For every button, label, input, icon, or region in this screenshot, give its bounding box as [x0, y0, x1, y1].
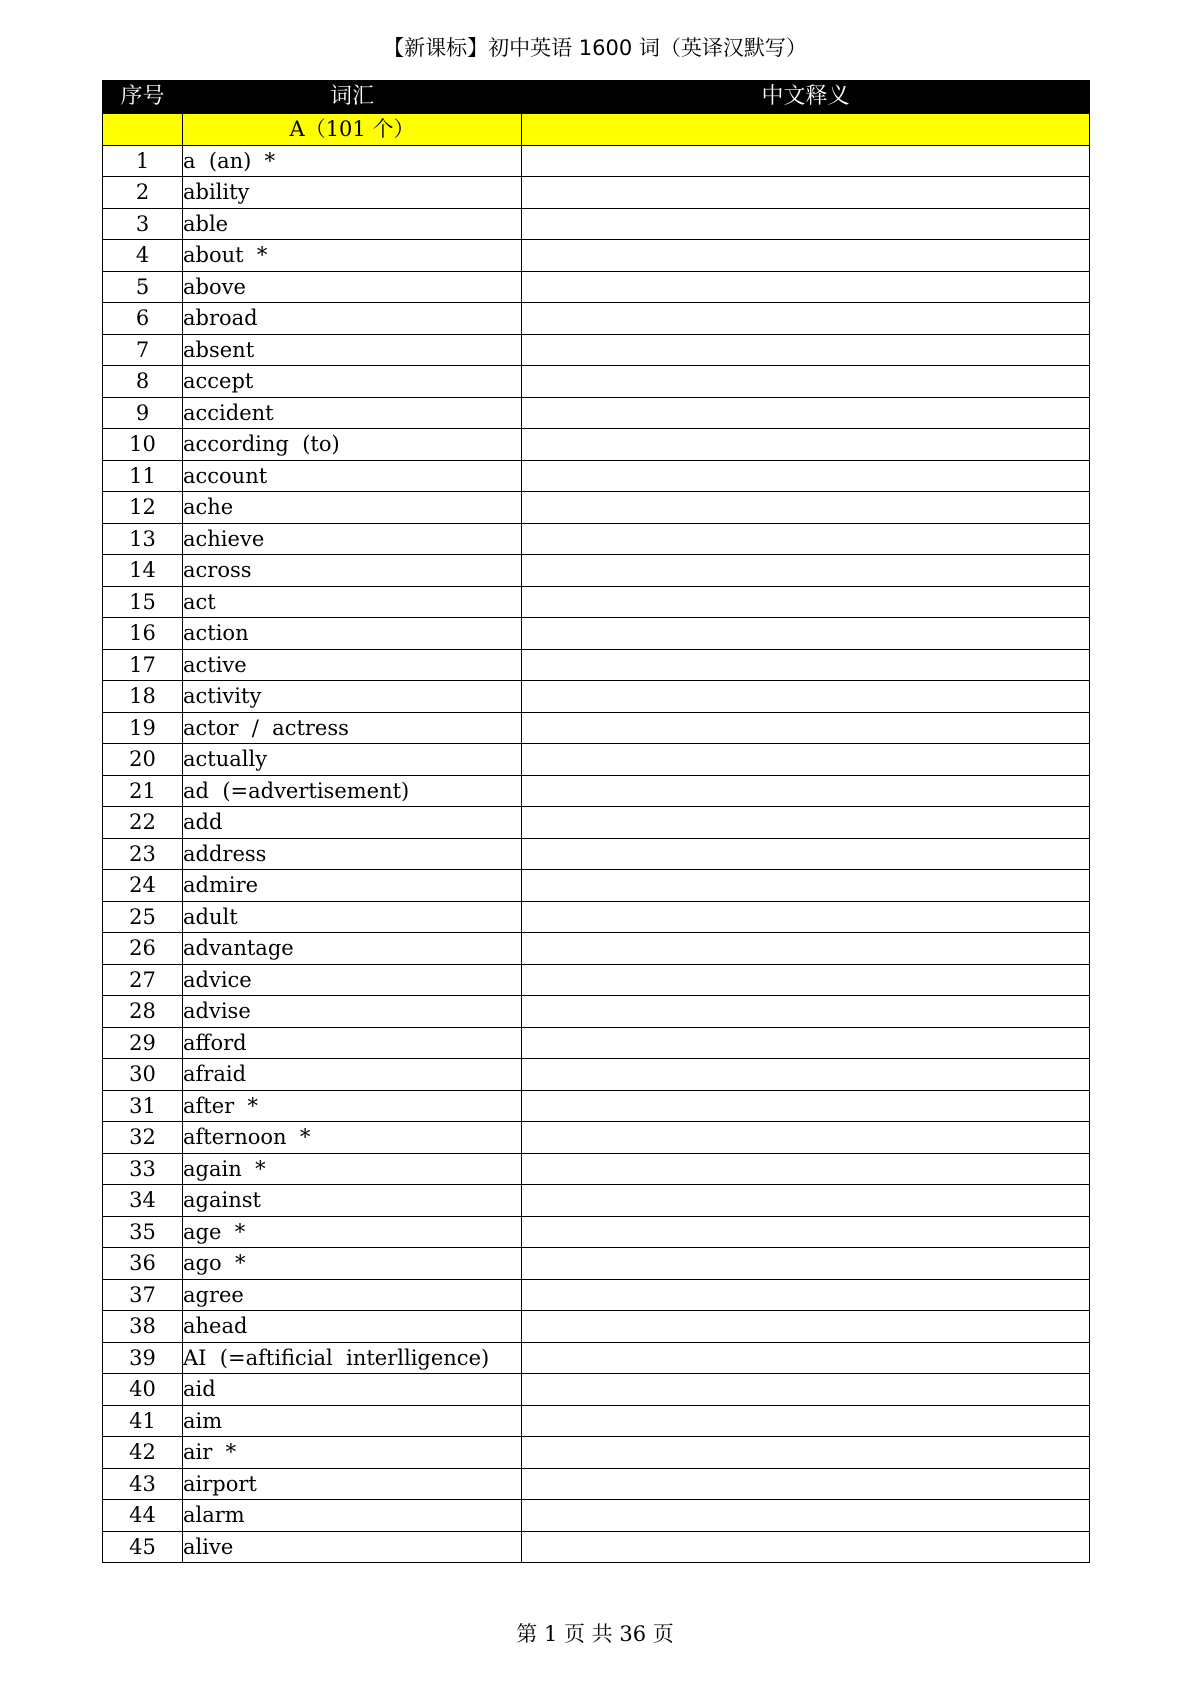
vocabulary-word: above	[183, 271, 522, 303]
meaning-answer-cell	[522, 523, 1090, 555]
table-row	[103, 870, 1090, 902]
vocabulary-table	[102, 80, 1090, 1563]
table-row	[103, 334, 1090, 366]
row-number: 1	[103, 145, 183, 177]
vocabulary-word: activity	[183, 681, 522, 713]
meaning-answer-cell	[522, 555, 1090, 587]
table-row	[103, 1122, 1090, 1154]
meaning-answer-cell	[522, 303, 1090, 335]
row-number: 37	[103, 1279, 183, 1311]
table-row	[103, 807, 1090, 839]
meaning-answer-cell	[522, 1027, 1090, 1059]
row-number: 19	[103, 712, 183, 744]
table-row	[103, 744, 1090, 776]
row-number: 9	[103, 397, 183, 429]
table-row	[103, 240, 1090, 272]
meaning-answer-cell	[522, 712, 1090, 744]
meaning-answer-cell	[522, 1311, 1090, 1343]
table-row	[103, 996, 1090, 1028]
meaning-answer-cell	[522, 838, 1090, 870]
vocabulary-word: advice	[183, 964, 522, 996]
table-row	[103, 523, 1090, 555]
meaning-answer-cell	[522, 681, 1090, 713]
table-row	[103, 271, 1090, 303]
vocabulary-word: agree	[183, 1279, 522, 1311]
row-number: 38	[103, 1311, 183, 1343]
vocabulary-word: act	[183, 586, 522, 618]
vocabulary-word: ability	[183, 177, 522, 209]
row-number: 5	[103, 271, 183, 303]
row-number: 21	[103, 775, 183, 807]
vocabulary-word: after *	[183, 1090, 522, 1122]
meaning-answer-cell	[522, 933, 1090, 965]
vocabulary-word: according (to)	[183, 429, 522, 461]
row-number: 7	[103, 334, 183, 366]
row-number: 44	[103, 1500, 183, 1532]
vocabulary-word: age *	[183, 1216, 522, 1248]
row-number: 35	[103, 1216, 183, 1248]
row-number: 11	[103, 460, 183, 492]
table-row	[103, 964, 1090, 996]
row-number: 2	[103, 177, 183, 209]
meaning-answer-cell	[522, 208, 1090, 240]
row-number: 13	[103, 523, 183, 555]
table-body	[103, 114, 1090, 1563]
column-header-word: 词汇	[183, 81, 522, 114]
vocabulary-word: aim	[183, 1405, 522, 1437]
table-row	[103, 1248, 1090, 1280]
vocabulary-word: advise	[183, 996, 522, 1028]
column-header-meaning: 中文释义	[522, 81, 1090, 114]
row-number: 10	[103, 429, 183, 461]
table-row	[103, 429, 1090, 461]
table-row	[103, 712, 1090, 744]
meaning-answer-cell	[522, 964, 1090, 996]
table-row	[103, 492, 1090, 524]
table-row	[103, 649, 1090, 681]
row-number: 39	[103, 1342, 183, 1374]
row-number: 30	[103, 1059, 183, 1091]
vocabulary-word: abroad	[183, 303, 522, 335]
section-label: A（101 个）	[183, 114, 522, 146]
vocabulary-word: absent	[183, 334, 522, 366]
meaning-answer-cell	[522, 1405, 1090, 1437]
row-number: 22	[103, 807, 183, 839]
vocabulary-word: action	[183, 618, 522, 650]
vocabulary-word: ache	[183, 492, 522, 524]
vocabulary-word: address	[183, 838, 522, 870]
table-row	[103, 208, 1090, 240]
meaning-answer-cell	[522, 1531, 1090, 1563]
row-number: 45	[103, 1531, 183, 1563]
table-row	[103, 1342, 1090, 1374]
vocabulary-word: actually	[183, 744, 522, 776]
vocabulary-word: air *	[183, 1437, 522, 1469]
table-row	[103, 366, 1090, 398]
vocabulary-word: accept	[183, 366, 522, 398]
meaning-answer-cell	[522, 618, 1090, 650]
row-number: 41	[103, 1405, 183, 1437]
row-number: 4	[103, 240, 183, 272]
meaning-answer-cell	[522, 1059, 1090, 1091]
table-row	[103, 901, 1090, 933]
meaning-answer-cell	[522, 996, 1090, 1028]
vocabulary-word: about *	[183, 240, 522, 272]
row-number: 14	[103, 555, 183, 587]
row-number: 43	[103, 1468, 183, 1500]
vocabulary-word: active	[183, 649, 522, 681]
meaning-answer-cell	[522, 1437, 1090, 1469]
vocabulary-word: adult	[183, 901, 522, 933]
row-number: 42	[103, 1437, 183, 1469]
vocabulary-word: afraid	[183, 1059, 522, 1091]
vocabulary-word: ago *	[183, 1248, 522, 1280]
vocabulary-word: against	[183, 1185, 522, 1217]
meaning-answer-cell	[522, 366, 1090, 398]
row-number: 27	[103, 964, 183, 996]
row-number: 3	[103, 208, 183, 240]
meaning-answer-cell	[522, 1216, 1090, 1248]
meaning-answer-cell	[522, 775, 1090, 807]
meaning-answer-cell	[522, 1153, 1090, 1185]
meaning-answer-cell	[522, 1122, 1090, 1154]
table-row	[103, 1311, 1090, 1343]
table-row	[103, 618, 1090, 650]
table-row	[103, 838, 1090, 870]
row-number: 20	[103, 744, 183, 776]
table-row	[103, 1500, 1090, 1532]
row-number: 32	[103, 1122, 183, 1154]
row-number: 34	[103, 1185, 183, 1217]
meaning-answer-cell	[522, 586, 1090, 618]
meaning-answer-cell	[522, 744, 1090, 776]
row-number: 15	[103, 586, 183, 618]
table-row	[103, 1090, 1090, 1122]
table-row	[103, 1468, 1090, 1500]
table-row	[103, 681, 1090, 713]
meaning-answer-cell	[522, 334, 1090, 366]
table-row	[103, 1027, 1090, 1059]
row-number: 26	[103, 933, 183, 965]
row-number: 31	[103, 1090, 183, 1122]
meaning-answer-cell	[522, 1185, 1090, 1217]
meaning-answer-cell	[522, 271, 1090, 303]
row-number: 28	[103, 996, 183, 1028]
meaning-answer-cell	[522, 397, 1090, 429]
row-number: 29	[103, 1027, 183, 1059]
table-row	[103, 1216, 1090, 1248]
meaning-answer-cell	[522, 870, 1090, 902]
vocabulary-word: account	[183, 460, 522, 492]
meaning-answer-cell	[522, 1248, 1090, 1280]
row-number: 8	[103, 366, 183, 398]
table-row	[103, 1405, 1090, 1437]
vocabulary-word: airport	[183, 1468, 522, 1500]
vocabulary-word: achieve	[183, 523, 522, 555]
document-title: 【新课标】初中英语 1600 词（英译汉默写）	[383, 36, 807, 60]
meaning-answer-cell	[522, 460, 1090, 492]
table-row	[103, 460, 1090, 492]
meaning-answer-cell	[522, 1468, 1090, 1500]
vocabulary-word: again *	[183, 1153, 522, 1185]
page-footer: 第 1 页 共 36 页	[516, 1622, 674, 1646]
vocabulary-word: advantage	[183, 933, 522, 965]
vocabulary-word: ahead	[183, 1311, 522, 1343]
table-row	[103, 586, 1090, 618]
table-row	[103, 1059, 1090, 1091]
section-meaning-cell	[522, 114, 1090, 146]
meaning-answer-cell	[522, 1279, 1090, 1311]
meaning-answer-cell	[522, 240, 1090, 272]
meaning-answer-cell	[522, 492, 1090, 524]
row-number: 16	[103, 618, 183, 650]
table-header-row	[103, 81, 1090, 114]
meaning-answer-cell	[522, 145, 1090, 177]
table-row	[103, 1437, 1090, 1469]
vocabulary-word: afford	[183, 1027, 522, 1059]
row-number: 6	[103, 303, 183, 335]
row-number: 23	[103, 838, 183, 870]
row-number: 36	[103, 1248, 183, 1280]
table-row	[103, 775, 1090, 807]
vocabulary-word: actor / actress	[183, 712, 522, 744]
table-row	[103, 145, 1090, 177]
row-number: 24	[103, 870, 183, 902]
table-row	[103, 397, 1090, 429]
table-row	[103, 555, 1090, 587]
vocabulary-word: AI (=aftificial interlligence)	[183, 1342, 522, 1374]
meaning-answer-cell	[522, 1500, 1090, 1532]
row-number: 18	[103, 681, 183, 713]
table-row	[103, 1531, 1090, 1563]
table-row	[103, 303, 1090, 335]
vocabulary-word: accident	[183, 397, 522, 429]
section-row	[103, 114, 1090, 146]
table-row	[103, 177, 1090, 209]
table-row	[103, 1374, 1090, 1406]
column-header-number: 序号	[103, 81, 183, 114]
table-row	[103, 1153, 1090, 1185]
row-number: 12	[103, 492, 183, 524]
table-row	[103, 1185, 1090, 1217]
vocabulary-word: add	[183, 807, 522, 839]
vocabulary-word: afternoon *	[183, 1122, 522, 1154]
meaning-answer-cell	[522, 901, 1090, 933]
meaning-answer-cell	[522, 1374, 1090, 1406]
meaning-answer-cell	[522, 1342, 1090, 1374]
vocabulary-word: a (an) *	[183, 145, 522, 177]
row-number: 25	[103, 901, 183, 933]
vocabulary-word: able	[183, 208, 522, 240]
table-row	[103, 933, 1090, 965]
row-number: 33	[103, 1153, 183, 1185]
meaning-answer-cell	[522, 807, 1090, 839]
vocabulary-word: aid	[183, 1374, 522, 1406]
row-number: 17	[103, 649, 183, 681]
vocabulary-word: alarm	[183, 1500, 522, 1532]
row-number: 40	[103, 1374, 183, 1406]
meaning-answer-cell	[522, 429, 1090, 461]
section-number-cell	[103, 114, 183, 146]
meaning-answer-cell	[522, 1090, 1090, 1122]
vocabulary-word: ad (=advertisement)	[183, 775, 522, 807]
vocabulary-word: across	[183, 555, 522, 587]
meaning-answer-cell	[522, 649, 1090, 681]
vocabulary-word: alive	[183, 1531, 522, 1563]
table-row	[103, 1279, 1090, 1311]
meaning-answer-cell	[522, 177, 1090, 209]
vocabulary-word: admire	[183, 870, 522, 902]
